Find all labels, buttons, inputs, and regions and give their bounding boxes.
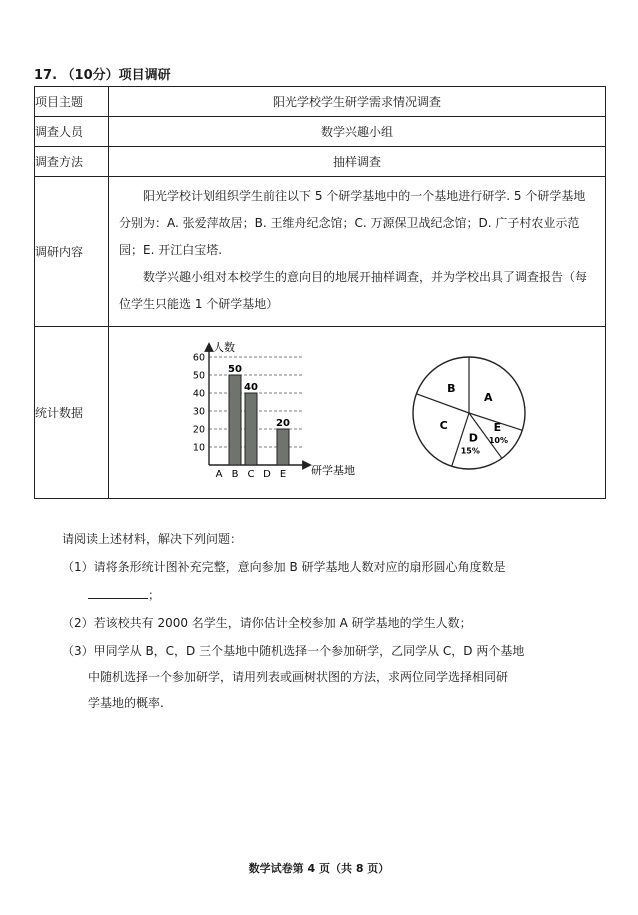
questions — [62, 530, 582, 722]
statistics-figure — [109, 327, 605, 495]
bar-value-label: 20 — [276, 418, 290, 429]
table-row — [35, 117, 606, 147]
stats-label: 统计数据 — [35, 327, 109, 499]
content-paragraph-1: 阳光学校计划组织学生前往以下 5 个研学基地中的一个基地进行研学. 5 个研学基地分别为：A. 张爱萍故居；B. 王维舟纪念馆；C. 万源保卫战纪念馆；D. 广子村农业示范园；E. 开江白宝塔. — [119, 189, 586, 257]
pie-percent-label: 15% — [460, 446, 480, 456]
x-tick-label: D — [263, 469, 271, 480]
bar-E — [277, 429, 289, 465]
y-tick-label: 50 — [192, 370, 205, 382]
x-tick-label: B — [231, 469, 239, 480]
bar-C — [245, 393, 257, 465]
bar-B — [229, 375, 241, 465]
row-label: 调查人员 — [35, 117, 109, 147]
y-tick-label: 30 — [192, 406, 205, 418]
content-label: 调研内容 — [35, 177, 109, 327]
pie-label-B: B — [447, 381, 456, 395]
y-tick-label: 60 — [192, 352, 205, 364]
table-row — [35, 87, 606, 117]
row-value: 抽样调查 — [109, 147, 606, 177]
question-3-line-3: 学基地的概率. — [88, 696, 164, 710]
y-tick-label: 10 — [192, 442, 205, 454]
question-2: （2）若该校共有 2000 名学生，请你估计全校参加 A 研学基地的学生人数； — [62, 616, 472, 630]
content-paragraph-2: 数学兴趣小组对本校学生的意向目的地展开抽样调查，并为学校出具了调查报告（每位学生只能选 1 个研学基地） — [119, 270, 588, 311]
stats-chart-cell — [109, 327, 606, 499]
pie-label-E: E — [493, 420, 502, 434]
bar-value-label: 40 — [244, 382, 258, 393]
row-label: 项目主题 — [35, 87, 109, 117]
table-row — [35, 177, 606, 327]
question-1-tail: ； — [148, 588, 161, 602]
bar-value-label: 50 — [228, 364, 242, 375]
bar-x-ticks — [216, 469, 287, 480]
x-tick-label: C — [247, 469, 255, 480]
question-header: 17. （10分）项目调研 — [34, 68, 171, 83]
questions-intro: 请阅读上述材料，解决下列问题： — [62, 532, 243, 546]
survey-table — [34, 86, 606, 499]
y-axis-label: 人数 — [213, 341, 235, 354]
pie-chart — [413, 357, 525, 469]
y-tick-label: 20 — [192, 424, 205, 436]
x-axis-label: 研学基地 — [311, 464, 355, 477]
x-tick-label: A — [215, 469, 223, 480]
question-3-line-2: 中随机选择一个参加研学，请用列表或画树状图的方法，求两位同学选择相同研 — [88, 670, 509, 684]
question-1: （1）请将条形统计图补充完整，意向参加 B 研学基地人数对应的扇形圆心角度数是 — [62, 560, 506, 574]
row-value: 阳光学校学生研学需求情况调查 — [109, 87, 606, 117]
row-label: 调查方法 — [35, 147, 109, 177]
pie-label-D: D — [468, 431, 478, 445]
x-tick-label: E — [279, 469, 287, 480]
table-row — [35, 327, 606, 499]
row-value: 数学兴趣小组 — [109, 117, 606, 147]
pie-percent-label: 10% — [488, 435, 509, 445]
question-3-line-1: （3）甲同学从 B，C，D 三个基地中随机选择一个参加研学，乙同学从 C，D 两个基地 — [62, 644, 525, 658]
y-tick-label: 40 — [192, 388, 205, 400]
content-text — [109, 177, 606, 327]
table-row — [35, 147, 606, 177]
bar-chart — [193, 340, 355, 480]
page-footer: 数学试卷第 4 页（共 8 页） — [248, 862, 390, 875]
pie-label-A: A — [484, 390, 493, 404]
pie-label-C: C — [439, 418, 448, 432]
bar-y-ticks — [193, 353, 205, 454]
answer-blank[interactable] — [88, 598, 148, 599]
question-1-answer — [62, 586, 582, 604]
